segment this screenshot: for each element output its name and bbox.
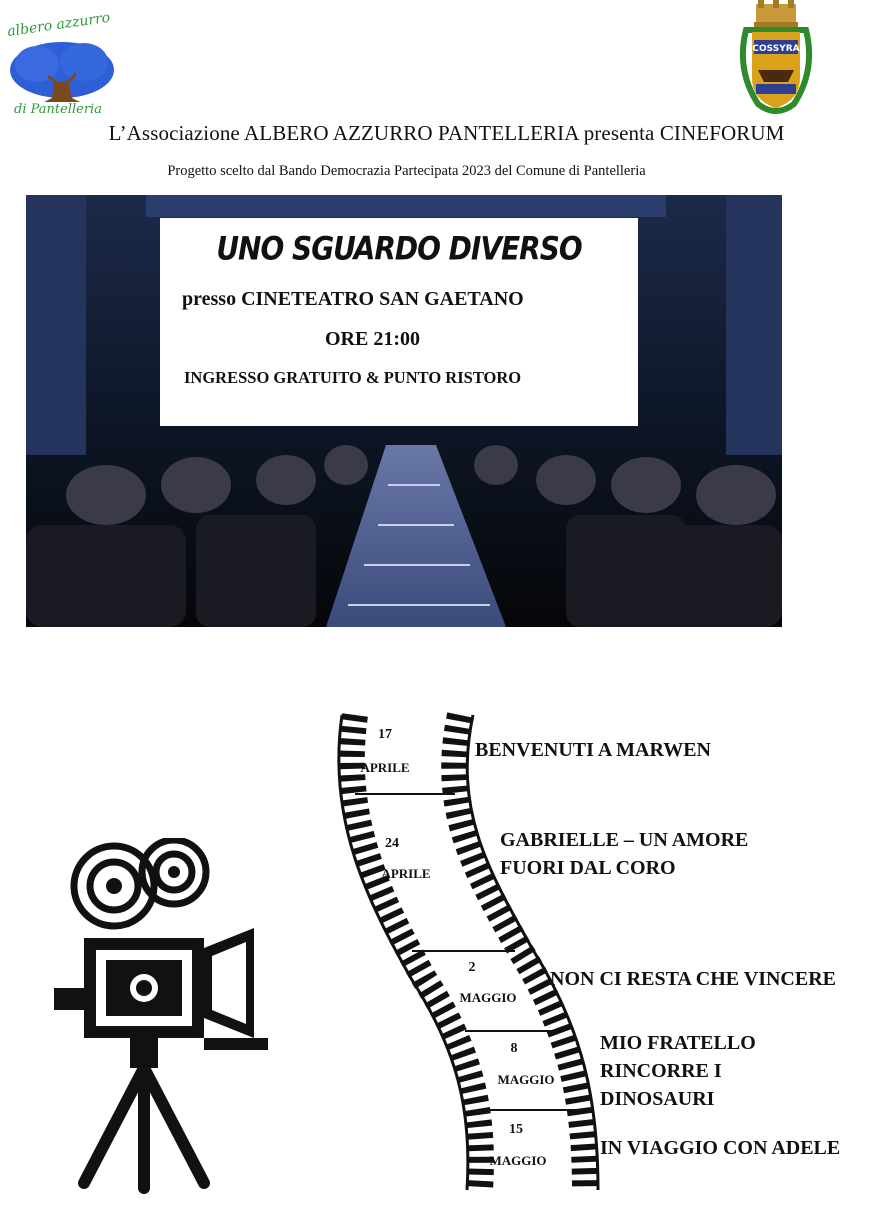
cinema-screen-panel [160,218,638,426]
event-title: UNO SGUARDO DIVERSO [216,229,582,268]
schedule-day-5: 15 [509,1122,523,1137]
logo-text-bottom: di Pantelleria [14,102,102,117]
schedule-month-1: APRILE [360,760,410,775]
time-text: ORE 21:00 [325,328,420,350]
comune-crest-logo [728,0,824,124]
movie-title-2: GABRIELLE – UN AMORE FUORI DAL CORO [500,829,749,879]
schedule-month-5: MAGGIO [489,1153,547,1168]
movie-camera-icon [54,838,274,1198]
schedule-day-1: 17 [378,727,392,742]
entry-text: INGRESSO GRATUITO & PUNTO RISTORO [184,368,522,387]
venue-text: presso CINETEATRO SAN GAETANO [182,288,524,310]
albero-azzurro-logo [2,12,122,117]
header-title: L’Associazione ALBERO AZZURRO PANTELLERIA presenta CINEFORUM [108,121,785,145]
movie-title-5: IN VIAGGIO CON ADELE [600,1137,841,1159]
film-strip-icon [300,700,600,1200]
logo-text-top: albero azzurro [6,12,112,40]
schedule-day-3: 2 [468,960,476,975]
movie-title-1: BENVENUTI A MARWEN [475,739,711,761]
schedule-month-2: APRILE [381,866,431,881]
schedule-day-2: 24 [385,836,399,851]
schedule-month-3: MAGGIO [459,990,517,1005]
movie-title-3: NON CI RESTA CHE VINCERE [550,968,836,990]
header-subtitle: Progetto scelto dal Bando Democrazia Partecipata 2023 del Comune di Pantelleria [167,163,646,179]
schedule-month-4: MAGGIO [497,1072,555,1087]
schedule-day-4: 8 [510,1041,518,1056]
crest-banner-text: COSSYRA [752,44,800,54]
movie-title-4: MIO FRATELLO RINCORRE I DINOSAURI [600,1032,756,1110]
